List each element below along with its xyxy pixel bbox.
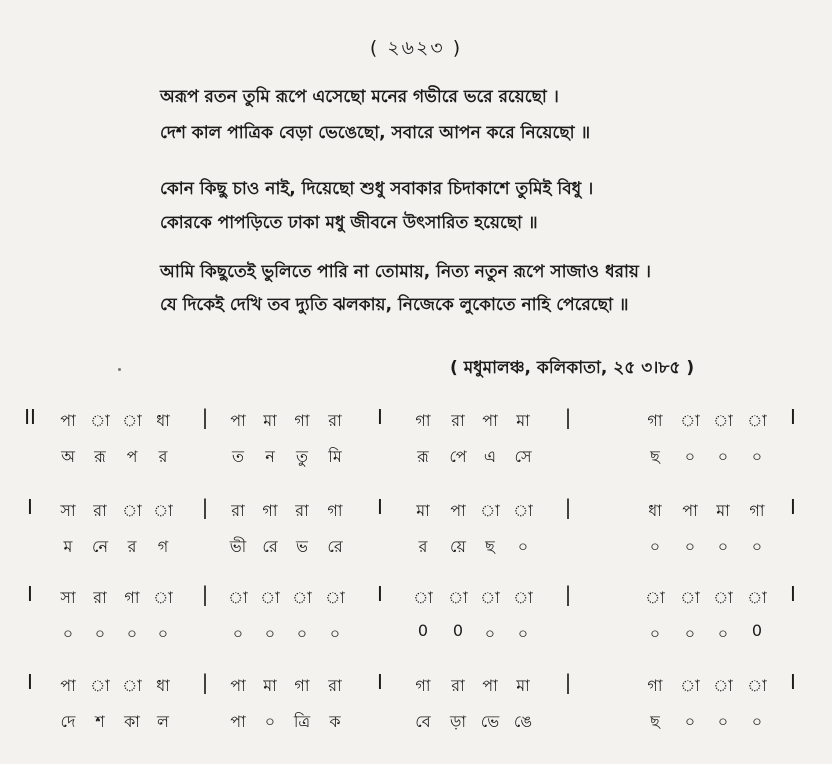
bar-line: |	[201, 582, 209, 606]
swara-note: পা	[230, 411, 246, 430]
swara-note: া	[480, 588, 500, 607]
lyric-syllable: ০	[684, 712, 696, 731]
swara-note: ধা	[648, 501, 662, 520]
lyric-syllable: ছ	[650, 712, 660, 731]
bar-line: I	[377, 405, 383, 429]
verse-line-3: কোন কিছু চাও নাই, দিয়েছো শুধু সবাকার চিদাকাশে তুমিই বিধু ।	[160, 179, 594, 199]
bar-line: I	[377, 582, 383, 606]
lyric-row	[0, 709, 832, 737]
lyric-syllable: সে	[514, 447, 532, 466]
swara-note: া	[713, 676, 733, 695]
lyric-syllable: ০	[329, 624, 341, 643]
lyric-syllable: 0	[417, 621, 429, 640]
notation-row	[0, 670, 832, 701]
swara-note: মা	[263, 676, 277, 695]
lyric-syllable: ০	[296, 624, 308, 643]
lyric-syllable: র	[418, 537, 428, 556]
swara-note: া	[513, 588, 533, 607]
swara-note: মা	[263, 411, 277, 430]
bar-line: I	[790, 670, 796, 694]
swara-note: রা	[451, 411, 465, 430]
bar-line: |	[564, 495, 572, 519]
bar-line: |	[564, 582, 572, 606]
lyric-syllable: ০	[517, 624, 529, 643]
lyric-syllable: বে	[415, 712, 431, 731]
bar-line: I	[377, 670, 383, 694]
swara-note: গা	[124, 588, 140, 607]
swara-note: পা	[60, 676, 76, 695]
bar-line: I	[27, 670, 33, 694]
swara-note: গা	[294, 676, 310, 695]
swara-note: া	[90, 411, 110, 430]
lyric-syllable: ০	[717, 712, 729, 731]
bar-line: I	[27, 495, 33, 519]
bar-line: I	[790, 495, 796, 519]
swara-note: গা	[415, 411, 431, 430]
swara-note: া	[513, 501, 533, 520]
swara-note: পা	[482, 411, 498, 430]
lyric-syllable: ছ	[485, 537, 495, 556]
lyric-syllable: রূ	[417, 447, 429, 466]
source-citation: ( মধুমালঞ্চ, কলিকাতা, ২৫ ৩।৮৫ )	[450, 358, 695, 378]
bar-line: |	[564, 670, 572, 694]
bar-line: I	[377, 495, 383, 519]
lyric-syllable: ০	[264, 624, 276, 643]
verse-line-4: কোরকে পাপড়িতে ঢাকা মধু জীবনে উৎসারিত হয়েছো ॥	[160, 213, 538, 233]
swara-note: া	[153, 588, 173, 607]
ink-speck	[118, 368, 121, 371]
lyric-row	[0, 444, 832, 472]
lyric-syllable: এ	[483, 447, 497, 466]
swara-note: গা	[647, 676, 663, 695]
lyric-syllable: ল	[157, 712, 169, 731]
swara-note: া	[680, 676, 700, 695]
bar-line: |	[201, 405, 209, 429]
lyric-syllable: ভে	[480, 712, 500, 731]
lyric-syllable: 0	[452, 621, 464, 640]
swara-note: া	[713, 588, 733, 607]
lyric-syllable: ০	[751, 712, 763, 731]
swara-note: রা	[328, 676, 342, 695]
swara-note: া	[325, 588, 345, 607]
lyric-syllable: ০	[717, 624, 729, 643]
lyric-syllable: ০	[517, 537, 529, 556]
lyric-syllable: ০	[62, 624, 74, 643]
lyric-syllable: পে	[449, 447, 467, 466]
swara-note: সা	[60, 501, 76, 520]
swara-note: া	[713, 411, 733, 430]
swara-note: রা	[451, 676, 465, 695]
lyric-syllable: মি	[328, 447, 342, 466]
lyric-syllable: ত্রি	[293, 712, 311, 731]
lyric-syllable: রে	[327, 537, 343, 556]
notation-row	[0, 405, 832, 436]
lyric-syllable: ০	[717, 447, 729, 466]
lyric-syllable: ন	[265, 447, 275, 466]
bar-line: |	[201, 670, 209, 694]
lyric-syllable: রূ	[94, 447, 106, 466]
swara-note: পা	[60, 411, 76, 430]
bar-line: |	[201, 495, 209, 519]
swara-note: গা	[647, 411, 663, 430]
lyric-syllable: র	[127, 537, 137, 556]
swara-note: রা	[328, 411, 342, 430]
swara-note: া	[448, 588, 468, 607]
lyric-syllable: কা	[124, 712, 140, 731]
swara-note: া	[122, 501, 142, 520]
lyric-row	[0, 621, 832, 649]
lyric-syllable: ছ	[650, 447, 660, 466]
lyric-syllable: ড়া	[449, 712, 467, 731]
lyric-syllable: রে	[262, 537, 278, 556]
swara-note: মা	[516, 411, 530, 430]
swara-note: া	[413, 588, 433, 607]
swara-note: পা	[230, 676, 246, 695]
page-number: ( ২৬২৩ )	[369, 37, 463, 59]
swara-note: রা	[231, 501, 245, 520]
swara-note: মা	[516, 676, 530, 695]
swara-note: া	[680, 411, 700, 430]
lyric-syllable: ০	[649, 537, 661, 556]
lyric-syllable: গ	[157, 537, 169, 556]
lyric-syllable: ম	[63, 537, 73, 556]
lyric-syllable: ০	[232, 624, 244, 643]
verse-line-1: অরূপ রতন তুমি রূপে এসেছো মনের গভীরে ভরে রয়েছো ।	[160, 87, 559, 107]
swara-note: গা	[327, 501, 343, 520]
bar-line: |	[564, 405, 572, 429]
swara-note: া	[747, 411, 767, 430]
lyric-syllable: ০	[751, 447, 763, 466]
lyric-syllable: ০	[264, 712, 276, 731]
bar-line: I	[27, 582, 33, 606]
lyric-syllable: ০	[684, 447, 696, 466]
verse-line-6: যে দিকেই দেখি তব দ্যুতি ঝলকায়, নিজেকে লুকোতে নাহি পেরেছো ॥	[160, 295, 629, 315]
lyric-syllable: ০	[751, 537, 763, 556]
swara-note: মা	[716, 501, 730, 520]
swara-note: া	[228, 588, 248, 607]
swara-note: ধা	[156, 676, 170, 695]
lyric-syllable: 0	[751, 621, 763, 640]
lyric-syllable: ভী	[229, 537, 247, 556]
lyric-syllable: ০	[684, 624, 696, 643]
lyric-syllable: শ	[95, 712, 105, 731]
swara-note: গা	[294, 411, 310, 430]
lyric-syllable: র	[158, 447, 168, 466]
lyric-syllable: পা	[230, 712, 246, 731]
swara-note: ধা	[156, 411, 170, 430]
swara-note: া	[747, 588, 767, 607]
lyric-syllable: য়ে	[450, 537, 466, 556]
lyric-syllable: ত	[231, 447, 244, 466]
swara-note: া	[292, 588, 312, 607]
lyric-row	[0, 534, 832, 562]
lyric-syllable: ০	[94, 624, 106, 643]
lyric-syllable: ০	[649, 624, 661, 643]
lyric-syllable: ০	[717, 537, 729, 556]
swara-note: া	[645, 588, 665, 607]
verse-line-2: দেশ কাল পাত্রিক বেড়া ভেঙেছো, সবারে আপন করে নিয়েছো ॥	[160, 123, 591, 143]
lyric-syllable: তু	[295, 447, 308, 466]
swara-note: গা	[262, 501, 278, 520]
swara-note: া	[747, 676, 767, 695]
swara-note: রা	[93, 588, 107, 607]
swara-note: রা	[93, 501, 107, 520]
swara-note: া	[680, 588, 700, 607]
swara-note: রা	[295, 501, 309, 520]
swara-note: গা	[749, 501, 765, 520]
bar-line: II	[24, 405, 36, 429]
lyric-syllable: ভ	[296, 537, 308, 556]
swara-note: সা	[60, 588, 76, 607]
swara-note: া	[260, 588, 280, 607]
swara-note: া	[90, 676, 110, 695]
notation-row	[0, 495, 832, 526]
notation-row	[0, 582, 832, 613]
swara-note: পা	[682, 501, 698, 520]
swara-note: পা	[482, 676, 498, 695]
swara-note: মা	[416, 501, 430, 520]
swara-note: পা	[450, 501, 466, 520]
bar-line: I	[790, 405, 796, 429]
lyric-syllable: ক	[329, 712, 341, 731]
lyric-syllable: নে	[91, 537, 109, 556]
lyric-syllable: অ	[61, 447, 75, 466]
swara-note: া	[122, 411, 142, 430]
lyric-syllable: ঙে	[513, 712, 533, 731]
lyric-syllable: দে	[60, 712, 76, 731]
lyric-syllable: ০	[157, 624, 169, 643]
swara-note: া	[122, 676, 142, 695]
lyric-syllable: প	[126, 447, 138, 466]
verse-line-5: আমি কিছুতেই ভুলিতে পারি না তোমায়, নিত্য নতুন রূপে সাজাও ধরায় ।	[160, 262, 651, 282]
lyric-syllable: ০	[484, 624, 496, 643]
swara-note: গা	[415, 676, 431, 695]
lyric-syllable: ০	[126, 624, 138, 643]
swara-note: া	[153, 501, 173, 520]
lyric-syllable: ০	[684, 537, 696, 556]
swara-note: া	[480, 501, 500, 520]
bar-line: I	[790, 582, 796, 606]
